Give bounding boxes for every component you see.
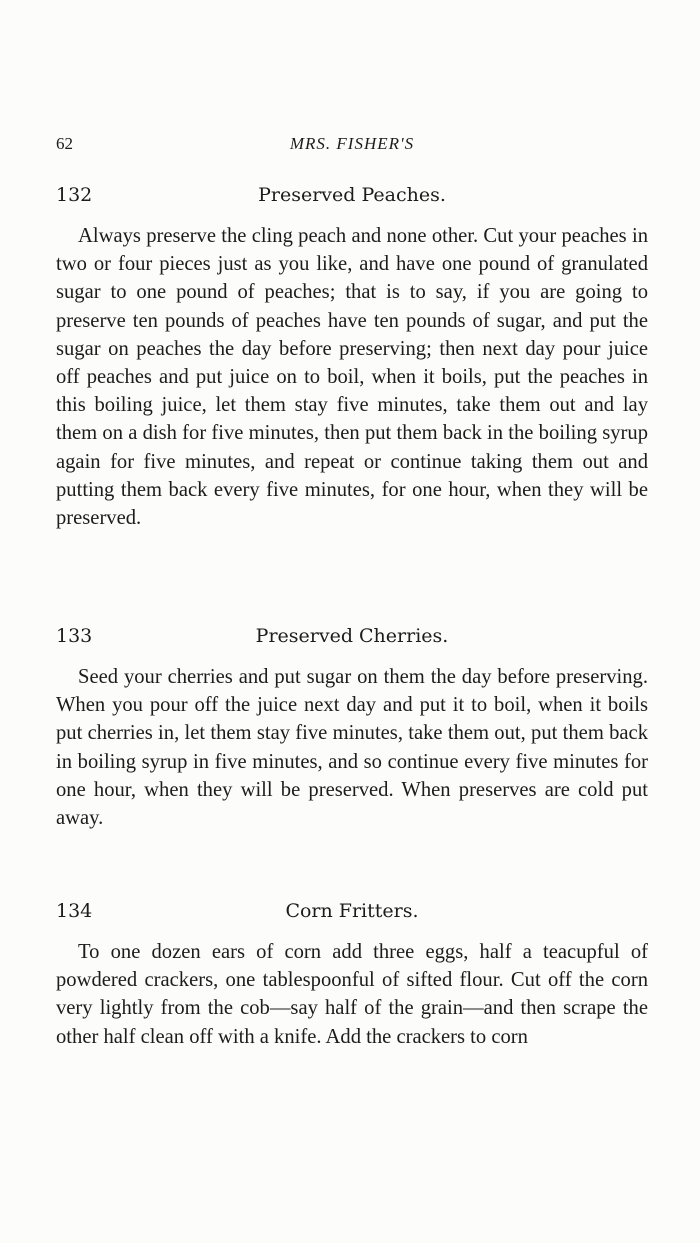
page-number: 62 — [56, 134, 73, 153]
recipe-title: Preserved Cherries. — [255, 625, 449, 647]
recipe-text: Seed your cherries and put sugar on them the day before preserving. When you pour off the juice next day and put it to boil, when it boils put cherries in, let them stay five minutes, take them out, put them back in boiling syrup in five minutes, and so continue every five minutes for one hour, when they will be preserved. When preserves are cold put away. — [56, 666, 648, 830]
recipe-preserved-peaches — [56, 184, 648, 532]
recipe-heading — [56, 625, 648, 653]
recipe-corn-fritters — [56, 900, 648, 1051]
recipe-title: Preserved Peaches. — [258, 184, 446, 206]
recipe-text: To one dozen ears of corn add three eggs, half a teacupful of powdered crackers, one tablespoonful of sifted flour. Cut off the corn very lightly from the cob—say half of the grain—and then scrape the other half clean off with a knife. Add the crackers to corn — [56, 941, 648, 1048]
recipe-title: Corn Fritters. — [285, 900, 419, 922]
recipe-number: 133 — [56, 625, 93, 647]
recipe-preserved-cherries — [56, 625, 648, 832]
recipe-number: 132 — [56, 184, 93, 206]
page-header — [56, 134, 648, 158]
recipe-heading — [56, 900, 648, 928]
recipe-heading — [56, 184, 648, 212]
recipe-text: Always preserve the cling peach and none other. Cut your peaches in two or four pieces just as you like, and have one pound of granulated sugar to one pound of peaches; that is to say, if you are going to preserve ten pounds of peaches have ten pounds of sugar, and put the sugar on peaches the day before preserving; then next day pour juice off peaches and put juice on to boil, when it boils, put the peaches in this boiling juice, let them stay five minutes, take them out and lay them on a dish for five minutes, then put them back in the boiling syrup again for five minutes, and repeat or continue taking them out and putting them back every five minutes, for one hour, when they will be preserved. — [56, 225, 648, 530]
recipe-number: 134 — [56, 900, 93, 922]
running-title: MRS. FISHER'S — [289, 134, 415, 153]
